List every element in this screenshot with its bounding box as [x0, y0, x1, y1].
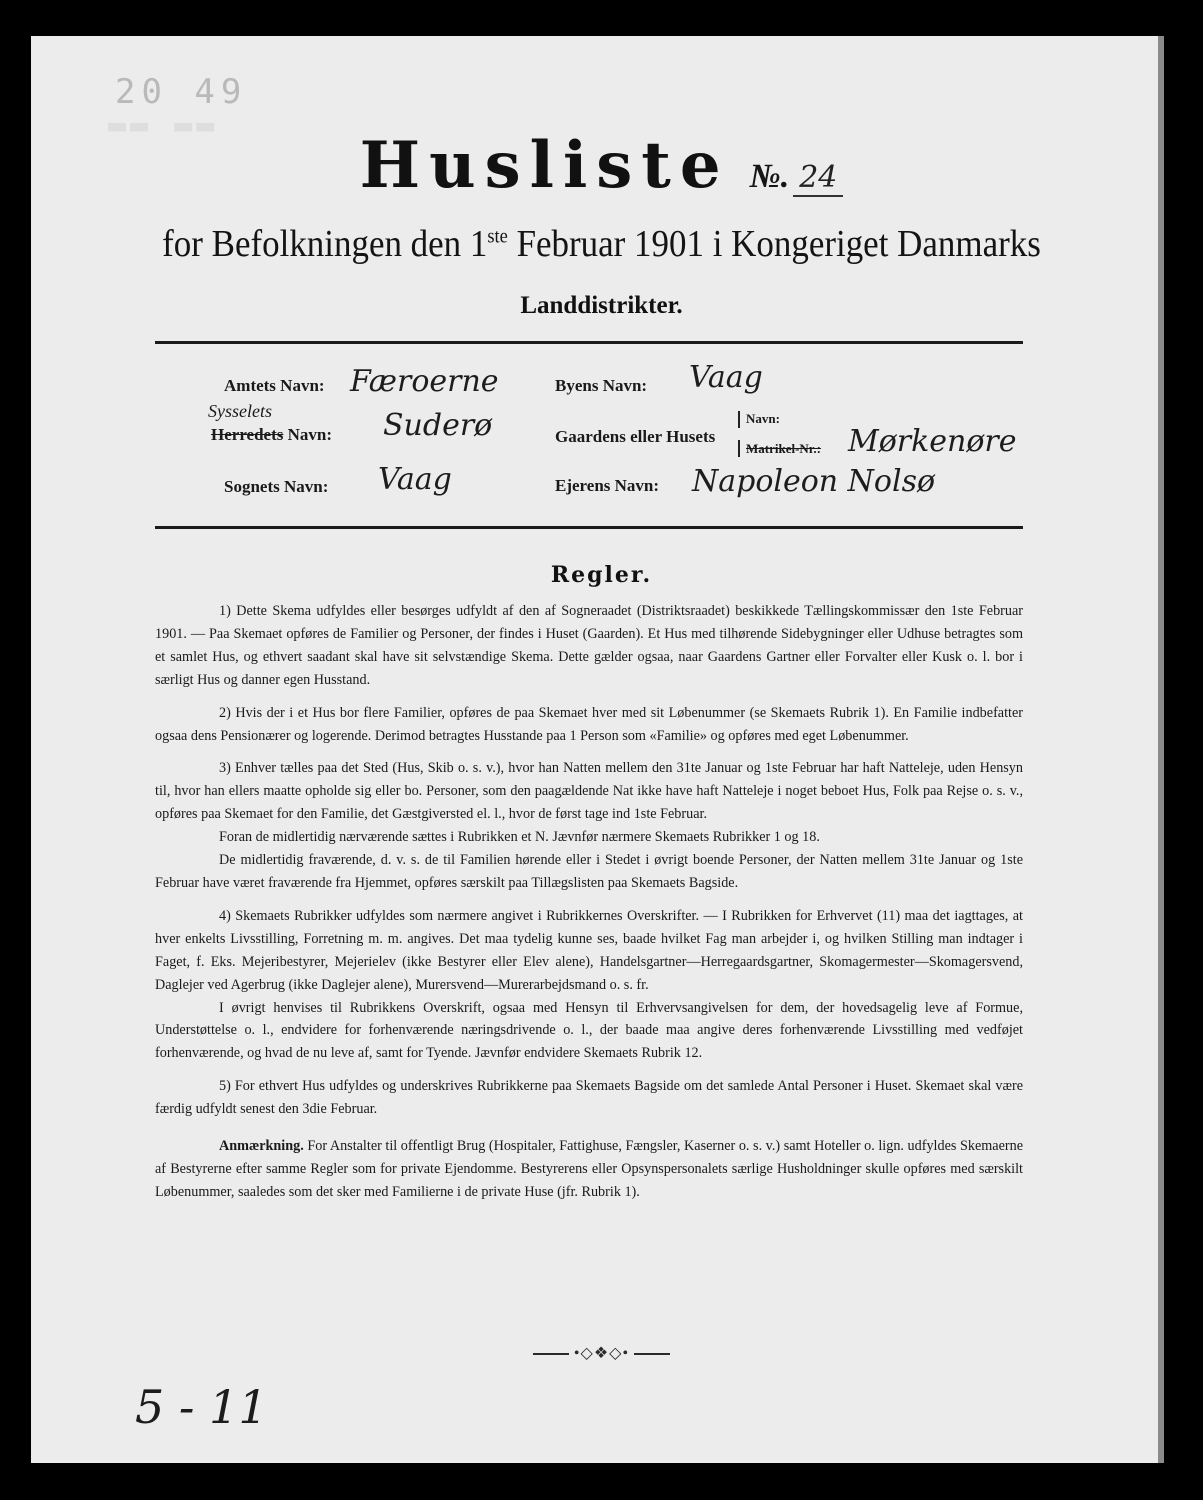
- subtitle-districts: Landdistrikter.: [520, 292, 683, 319]
- gaard-sub-navn: Navn:: [746, 411, 780, 426]
- archive-stamp-faded: ▬▬ ▬▬: [108, 108, 219, 143]
- subtitle: [48, 222, 1155, 266]
- gaard-brace-bottom: [738, 440, 740, 457]
- herred-label: [211, 425, 332, 445]
- amt-value: Færoerne: [350, 364, 499, 399]
- ejer-value: Napoleon Nolsø: [692, 464, 936, 499]
- list-number: 24: [793, 160, 843, 197]
- archive-stamp: 20 49: [115, 72, 248, 112]
- note-paragraph: [155, 1135, 1023, 1204]
- amt-label: Amtets Navn:: [224, 376, 325, 395]
- number-prefix: №.: [749, 158, 790, 195]
- subtitle-post: Februar 1901 i Kongeriget Danmarks: [507, 223, 1041, 265]
- rule-paragraph-2: 2) Hvis der i et Hus bor flere Familier, opføres de paa Skemaet hver med sit Løbenummer (se Skemaets Rubrik 1). En Familie indbefatter ogsaa dens Pensionærer og logerende. Derimod betragtes Husstande paa 1 Person som «Familie» og opføres med eget Løbenummer.: [155, 704, 1023, 744]
- ornament-divider: •◇❖◇•: [0, 1343, 1203, 1363]
- note-label: Anmærkning.: [219, 1138, 304, 1155]
- herred-label-struck: Herredets: [211, 425, 284, 444]
- by-value: Vaag: [689, 360, 763, 395]
- herred-value: Suderø: [383, 408, 493, 443]
- herred-label-rest: Navn:: [283, 425, 333, 444]
- rules-heading: Regler.: [550, 562, 653, 588]
- sogn-label: Sognets Navn:: [224, 477, 329, 496]
- title-row: [0, 128, 1203, 203]
- rule-paragraph-4: 4) Skemaets Rubrikker udfyldes som nærmere angivet i Rubrikkernes Overskrifter. — I Rubrikken for Erhvervet (11) maa det iagttages, at hver enkelts Livsstilling, Forretning m. m. angives. Det maa tydelig kunne ses, baade hvilket Fag man arbejder i, og hvilken Stilling man indtager i Faget, f. Eks. Mejeribestyrer, Mejerielev (ikke Bestyrer eller Elev alene), Handelsgartner—Herregaardsgartner, Skomagermester—Skomagersvend, Daglejer ved Agerbrug (ikke Daglejer alene), Murersvend—Murerarbejdsmand o. s. fr.: [155, 907, 1023, 993]
- gaard-brace-top: [738, 411, 740, 428]
- rule-paragraph-1: 1) Dette Skema udfyldes eller besørges udfyldt af den af Sogneraadet (Distriktsraadet) beskikkede Tællingskommissær den 1ste Februar 1901. — Paa Skemaet opføres de Familier og Personer, der findes i Huset (Gaarden). Et Hus med tilhørende Sidebygninger eller Udhuse betragtes som et samlet Hus, og ethvert saadant skal have sit selvstændige Skema. Dette gælder ogsaa, naar Gaardens Gartner eller Forvalter eller Kusk o. l. bor i særligt Hus og danner egen Husstand.: [155, 603, 1023, 688]
- gaard-sub-matrikel: Matrikel-Nr.:: [746, 441, 821, 456]
- bottom-divider: [155, 526, 1023, 529]
- by-label: Byens Navn:: [555, 376, 648, 395]
- note-text: For Anstalter til offentligt Brug (Hospitaler, Fattighuse, Fængsler, Kaserner o. s. v.) samt Hoteller o. lign. udfyldes Skemaerne af Bestyrerne efter samme Regler som for private Ejendomme. Bestyrerens eller Opsynspersonalets særlige Husholdninger skulle opføres med særskilt Løbenummer, saaledes som det sker med Familierne i de private Huse (jfr. Rubrik 1).: [155, 1138, 1023, 1200]
- sheet-edge: [1158, 36, 1164, 1463]
- ejer-label: Ejerens Navn:: [555, 476, 660, 495]
- page-title: Husliste: [359, 128, 730, 203]
- rule-paragraph-3b: Foran de midlertidig nærværende sættes i Rubrikken et N. Jævnfør nærmere Skemaets Rubrikker 1 og 18.: [219, 829, 820, 846]
- handwritten-page-note: 5 - 11: [135, 1380, 268, 1434]
- rule-paragraph-4b: I øvrigt henvises til Rubrikkens Overskrift, ogsaa med Hensyn til Erhvervsangivelsen for dem, der hovedsagelig leve af Formue, Understøttelse o. l., endvidere for forhenværende næringsdrivende o. l., der baade maa angive deres forhenværende Livsstilling med vedføjet forhenværende, og hvad de nu leve af, samt for Tyende. Jævnfør endvidere Skemaets Rubrik 12.: [155, 999, 1023, 1062]
- rule-paragraph-3c: De midlertidig fraværende, d. v. s. de til Familien hørende eller i Stedet i øvrigt boende Personer, der Natten mellem 31te Januar og 1ste Februar have været fraværende fra Hjemmet, opføres særskilt paa Tillægslisten paa Skemaets Bagside.: [155, 852, 1023, 891]
- subtitle-sup: ste: [487, 225, 508, 248]
- subtitle-pre: for Befolkningen den 1: [162, 223, 488, 265]
- rule-paragraph-5: 5) For ethvert Hus udfyldes og underskrives Rubrikkerne paa Skemaets Bagside om det samlede Antal Personer i Huset. Skemaet skal være færdig udfyldt senest den 3die Februar.: [155, 1078, 1023, 1118]
- sogn-value: Vaag: [378, 462, 452, 497]
- herred-label-handwritten: Sysselets: [208, 401, 272, 421]
- gaard-value: Mørkenøre: [848, 424, 1017, 459]
- rule-paragraph-3: 3) Enhver tælles paa det Sted (Hus, Skib o. s. v.), hvor han Natten mellem den 31te Januar og 1ste Februar har haft Natteleje, uden Hensyn til, hvor han ellers maatte opholde sig eller bo. Personer, som den paagældende Nat ikke have haft Natteleje i noget beboet Hus, Folk paa Rejse o. s. v., opføres paa Skemaet for den Familie, det Gæstgiversted el. l., hvor de først tage ind 1ste Februar.: [155, 760, 1023, 823]
- gaard-label: Gaardens eller Husets: [555, 427, 716, 446]
- top-divider: [155, 341, 1023, 344]
- rules-body: [155, 600, 1023, 1214]
